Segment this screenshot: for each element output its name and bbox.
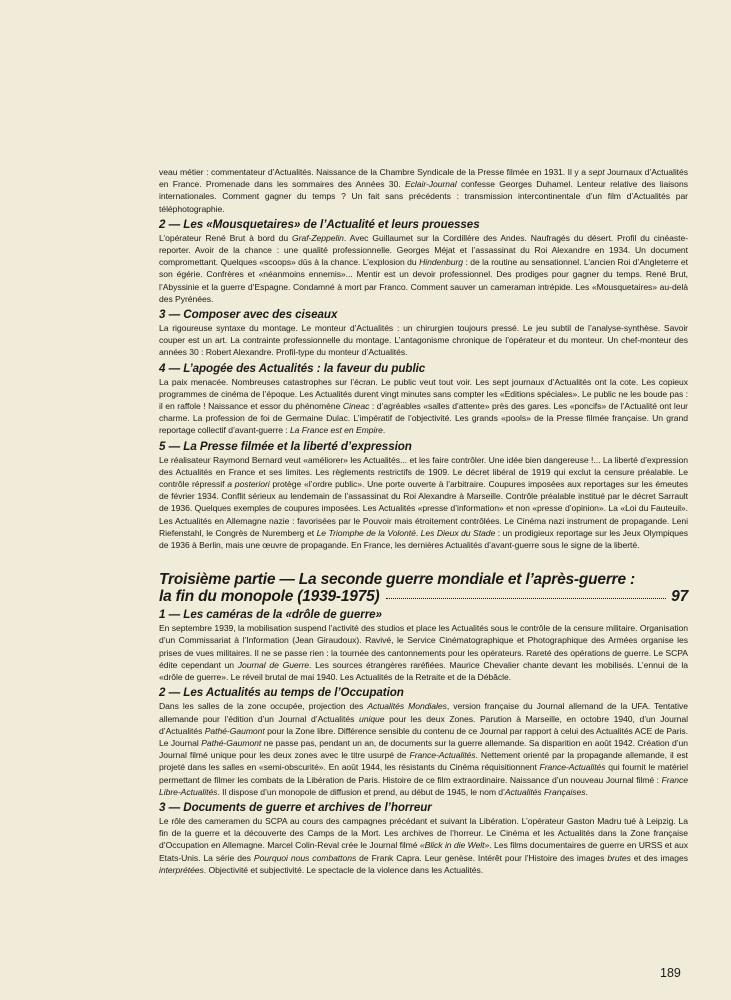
text-run: . Nettement orienté par la propagande allemande, il est projeté dans les salles en «semi-obscurité». En août 1944, les résistants du Cinéma réquisitionnent	[159, 750, 688, 773]
italic-title-run: Hindenburg	[419, 257, 463, 268]
intro-paragraph	[159, 166, 688, 215]
italic-title-run: Le Triomphe de la Volonté	[316, 527, 416, 538]
italic-title-run: «Blick in die Welt»	[419, 840, 490, 851]
text-run: pour les deux Zones. Parution à Marseille, en octobre 1940, d’un Journal d’Actualités	[159, 713, 688, 736]
section-heading-2-4: 4 — L’apogée des Actualités : la faveur du public	[159, 361, 426, 375]
part-three-title-line1: Troisième partie — La seconde guerre mondiale et l’après-guerre :	[159, 571, 635, 589]
italic-title-run: unique	[359, 713, 385, 724]
section-heading-2-5: 5 — La Presse filmée et la liberté d’expression	[159, 439, 412, 453]
section-heading-2-2: 2 — Les «Mousquetaires» de l’Actualité et leurs prouesses	[159, 217, 480, 231]
text-run: La rigoureuse syntaxe du montage. Le monteur d’Actualités : un chirurgien toujours pressé. Le jeu subtil de l’analyse-synthèse. Savoir couper est un art. La contrainte professionnelle du montage. L’antagonisme chronique de l’opérateur et du monteur. Un chef-monteur des années 30 : Robert Alexandre. Profil-type du monteur d’Actualités.	[159, 323, 688, 358]
page-number: 189	[660, 966, 681, 980]
section-paragraph-2-5	[159, 454, 688, 552]
italic-title-run: France-Actualités	[539, 762, 606, 773]
part-three-title-line2	[159, 588, 688, 605]
text-run: . Les films documentaires de guerre en URSS et aux Etats-Unis. La série des	[159, 840, 688, 863]
text-run: . Il dispose d’un monopole de diffusion et prend, au début de 1945, le nom d’	[217, 786, 505, 797]
text-run: , version française du Journal allemand de la UFA. Tentative allemande pour l’édition d’un Journal d’Actualités	[159, 701, 688, 724]
text-run: En septembre 1939, la mobilisation suspend l’activité des studios et place les Actualités sous le contrôle de la censure militaire. Organisation d’un Commissariat à l’Information (Jean Giraudoux). Ravivé, le Service Cinématographique et Photographique des Armées organise les prises de vues militaires. Il ne se passe rien : la tournée des cantonnements pour les opérateurs. Rareté des opérations de guerre. Le SCPA édite cependant un	[159, 623, 688, 670]
section-heading-3-3: 3 — Documents de guerre et archives de l’horreur	[159, 800, 432, 814]
text-run: : un prodigieux reportage sur les Jeux Olympiques de 1936 à Berlin, mais une œuvre de propagande. En France, les dernières Actualités d’avant-guerre sous le signe de la liberté.	[159, 527, 688, 551]
table-of-contents-page	[159, 166, 688, 876]
italic-title-run: La France est en Empire	[289, 425, 383, 436]
text-run: .	[415, 527, 421, 538]
text-run: .	[585, 786, 588, 797]
text-run: pour la Zone libre. Différence sensible du contenu de ce Journal par rapport à celui des Actualités ACE de Paris. Le Journal	[159, 725, 689, 748]
text-run: qui fournit le matériel permettant de filmer les combats de la Libération de Paris. Histoire de ce film extraordinaire. Naissance d’un nouveau Journal filmé :	[159, 762, 688, 785]
text-run: Journaux d’Actualités en France. Promenade dans les sommaires des Années 30.	[159, 167, 688, 190]
italic-title-run: Les Dieux du Stade	[420, 527, 496, 538]
text-run: : d’agréables «salles d’attente» près des gares. Les «poncifs» de l’Actualité ont leur charme. La profession de foi de Germaine Dulac. L’impératif de l’objectivité. Les grands «pools» de la Presse filmée française. Un grand reportage collectif d’avant-guerre :	[159, 401, 688, 436]
italic-title-run: Pourquoi nous combattons	[253, 852, 357, 863]
section-paragraph-3-1	[159, 622, 688, 683]
text-run: Le réalisateur Raymond Bernard veut «améliorer» les Actualités... et les faire contrôler. Une idée bien dangereuse !... La liberté d’expression des Actualités en France et ses limites. Les règlements restrictifs de 1909. Le décret libéral de 1919 qui exclut la censure préalable. Le contrôle répressif	[159, 454, 688, 490]
section-paragraph-3-3	[159, 815, 688, 876]
italic-title-run: sept	[588, 167, 605, 177]
leader-dots	[386, 598, 667, 599]
text-run: . Avec Guillaumet sur la Cordillère des Andes. Naufragés du désert. Profil du cinéaste-reporter. Avoir de la chance : une qualité professionnelle. Georges Méjat et l’assassinat du Roi Alexandre en 1934. Un document compromettant. Quelques «scoops» dûs à la chance. L’explosion du	[159, 232, 689, 268]
text-run: . Les sources étrangères raréfiées. Maurice Chevalier chante devant les mobilisés. L’ennui de la «drôle de guerre». Le réveil brutal de mai 1940. Les Actualités de la Retraite et de la Débâcle.	[159, 659, 688, 683]
section-heading-2-3: 3 — Composer avec des ciseaux	[159, 308, 338, 322]
section-heading-3-2: 2 — Les Actualités au temps de l’Occupation	[159, 686, 404, 700]
text-run: .	[382, 425, 386, 436]
section-paragraph-2-2	[159, 232, 688, 305]
italic-title-run: a posteriori	[227, 479, 270, 490]
italic-title-run: Cineac	[342, 401, 370, 412]
text-run: . Objectivité et subjectivité. Le spectacle de la violence dans les Actualités.	[203, 864, 484, 875]
text-run: Dans les salles de la zone occupée, projection des	[159, 701, 368, 712]
text-run: : de la routine au sensationnel. L’ancien Roi d’Angleterre et son égérie. Confrères et «néanmoins ennemis»... Mentir est un devoir professionnel. Des prodiges pour gagner du temps. René Brut, l’Abyssinie et la guerre d’Espagne. Condamné à mort par Franco. Comment sauver un cameraman intrépide. Les «Mousquetaires» au-delà des Pyrénées.	[159, 257, 688, 304]
italic-title-run: France Libre-Actualités	[159, 774, 688, 797]
section-paragraph-3-2	[159, 700, 688, 798]
text-run: ne passe pas, pendant un an, de documents sur la guerre allemande. Sa disparition en août 1942. Création d’un Journal filmé unique pour les deux zones avec le titre usurpé de	[159, 737, 688, 761]
italic-title-run: Actualités Mondiales	[367, 701, 447, 712]
section-paragraph-2-3	[159, 322, 688, 359]
section-heading-3-1: 1 — Les caméras de la «drôle de guerre»	[159, 608, 382, 622]
italic-title-run: Graf-Zeppelin	[292, 232, 344, 243]
italic-title-run: interprétées	[159, 864, 204, 875]
section-paragraph-2-4	[159, 376, 688, 437]
italic-title-run: brutes	[607, 852, 631, 863]
text-run: La paix menacée. Nombreuses catastrophes sur l’écran. Le public veut tout voir. Les sept journaux d’Actualités ont la cote. Les copieux programmes de cinéma de l’époque. Les Actualités durent vingt minutes sans compter les «Editions spéciales». Le public ne les boude pas : il en raffole ! Naissance et essor du phénomène	[159, 376, 688, 412]
part-three-page-ref: 97	[671, 588, 688, 606]
part-three-heading	[159, 571, 688, 605]
italic-title-run: Pathé-Gaumont	[201, 737, 262, 748]
text-run: Le rôle des cameramen du SCPA au cours des campagnes précédant et suivant la Libération. L’opérateur Gaston Madru tué à Leipzig. La fin de la guerre et la découverte des Camps de la Mort. Les archives de l’horreur. Le Cinéma et les Actualités dans la Zone française d’Occupation en Allemagne. Marcel Colin-Reval crée le Journal filmé	[159, 815, 688, 851]
italic-title-run: Actualités Françaises	[504, 786, 586, 797]
part-three-subtitle: la fin du monopole (1939-1975)	[159, 588, 380, 606]
text-run: et des images	[630, 852, 688, 863]
italic-title-run: France-Actualités	[409, 750, 476, 761]
text-run: L’opérateur René Brut à bord du	[159, 232, 293, 243]
italic-title-run: Journal de Guerre	[237, 659, 310, 670]
text-run: veau métier : commentateur d’Actualités. Naissance de la Chambre Syndicale de la Presse filmée en 1931. Il y a	[159, 167, 589, 177]
italic-title-run: Eclair-Journal	[404, 179, 457, 190]
text-run: de Frank Capra. Leur genèse. Intérêt pour l’Histoire des images	[356, 852, 608, 863]
italic-title-run: Pathé-Gaumont	[204, 725, 265, 736]
text-run: confesse Georges Duhamel. Lenteur relative des liaisons internationales. Comment gagner du temps ? Un fait sans précédents : transmission intercontinentale d’un film d’Actualités par téléphotographie.	[159, 179, 688, 214]
text-run: protège «l’ordre public». Une porte ouverte à l’arbitraire. Coupures imposées aux reportages sur les émeutes de février 1934. Conflit sérieux au lendemain de l’assassinat du Roi Alexandre à Marseille. Contrôle préalable institué par le décret Sarrault de 1936. Quelques exemples de coupures imposées. Les Actualités «presse d’information» et non «presse d’opinion». La «Loi du Fauteuil». Les Actualités en Allemagne nazie : favorisées par le Pouvoir mais étroitement contrôlées. Le Cinéma nazi instrument de propagande. Leni Riefenstahl, le Congrès de Nuremberg et	[159, 479, 688, 538]
